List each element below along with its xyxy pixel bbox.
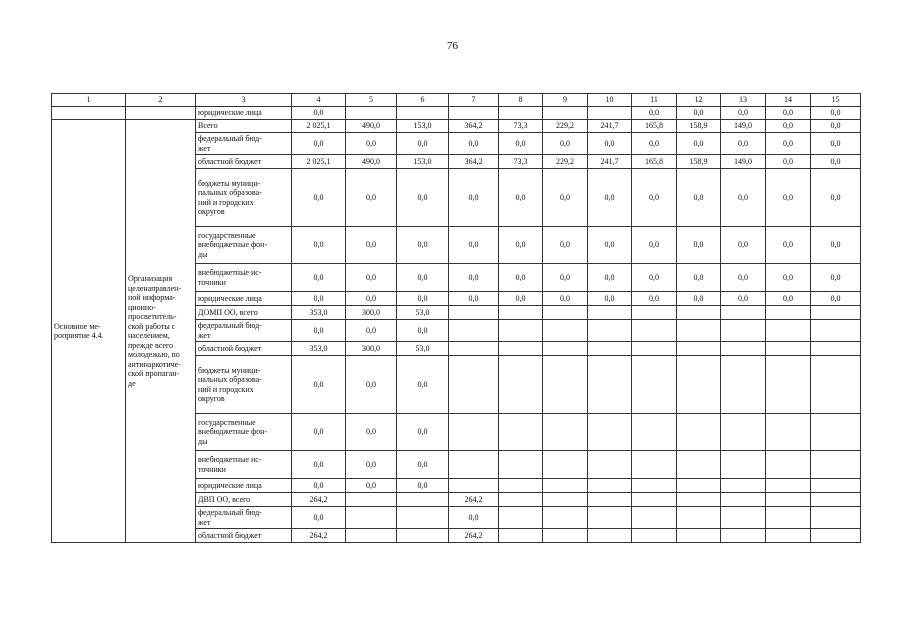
funding-source: федеральный бюд- жет — [196, 320, 292, 342]
column-number: 2 — [126, 94, 196, 107]
value-cell — [811, 479, 861, 493]
value-cell — [811, 306, 861, 320]
value-cell — [721, 493, 766, 507]
value-cell: 0,0 — [292, 356, 346, 414]
value-cell: 229,2 — [543, 155, 588, 169]
value-cell: 53,0 — [397, 306, 449, 320]
value-cell — [499, 320, 543, 342]
measure-description: Организация целенаправлен- ной информа- ционно- просветитель- ской работы с населением, прежде всего молодежью, по антинаркотиче- ской пропаган- де — [126, 120, 196, 543]
funding-source: ДВП ОО, всего — [196, 493, 292, 507]
value-cell: 2 025,1 — [292, 155, 346, 169]
value-cell — [449, 414, 499, 451]
value-cell — [588, 356, 632, 414]
value-cell — [346, 507, 397, 529]
value-cell: 0,0 — [632, 107, 677, 120]
value-cell — [766, 451, 811, 479]
table-row — [52, 107, 861, 120]
value-cell: 0,0 — [811, 264, 861, 292]
value-cell — [721, 451, 766, 479]
value-cell — [632, 451, 677, 479]
column-number: 11 — [632, 94, 677, 107]
value-cell: 53,0 — [397, 342, 449, 356]
value-cell: 300,0 — [346, 306, 397, 320]
column-number: 14 — [766, 94, 811, 107]
value-cell: 364,2 — [449, 120, 499, 133]
funding-source: федеральный бюд- жет — [196, 133, 292, 155]
value-cell: 0,0 — [766, 133, 811, 155]
value-cell — [543, 306, 588, 320]
value-cell — [449, 320, 499, 342]
funding-source: государственные внебюджетные фон- ды — [196, 227, 292, 264]
value-cell — [677, 320, 721, 342]
value-cell: 0,0 — [588, 264, 632, 292]
value-cell: 0,0 — [292, 479, 346, 493]
value-cell: 0,0 — [721, 292, 766, 306]
column-number: 1 — [52, 94, 126, 107]
value-cell — [721, 479, 766, 493]
value-cell — [766, 320, 811, 342]
value-cell — [766, 529, 811, 543]
value-cell: 0,0 — [811, 120, 861, 133]
value-cell: 0,0 — [543, 264, 588, 292]
value-cell: 0,0 — [721, 107, 766, 120]
value-cell — [811, 507, 861, 529]
value-cell: 0,0 — [543, 169, 588, 227]
empty-cell — [126, 107, 196, 120]
value-cell: 0,0 — [677, 169, 721, 227]
value-cell: 241,7 — [588, 120, 632, 133]
value-cell — [632, 306, 677, 320]
empty-cell — [52, 107, 126, 120]
value-cell: 0,0 — [721, 169, 766, 227]
value-cell: 0,0 — [677, 133, 721, 155]
value-cell: 0,0 — [632, 292, 677, 306]
value-cell: 0,0 — [811, 169, 861, 227]
value-cell — [346, 529, 397, 543]
value-cell — [677, 356, 721, 414]
value-cell: 0,0 — [588, 133, 632, 155]
value-cell: 0,0 — [397, 414, 449, 451]
value-cell: 0,0 — [721, 264, 766, 292]
value-cell: 2 025,1 — [292, 120, 346, 133]
value-cell — [543, 451, 588, 479]
value-cell — [811, 414, 861, 451]
value-cell — [449, 479, 499, 493]
value-cell — [766, 507, 811, 529]
value-cell: 0,0 — [588, 292, 632, 306]
value-cell: 264,2 — [292, 529, 346, 543]
value-cell: 0,0 — [543, 227, 588, 264]
value-cell — [397, 507, 449, 529]
value-cell — [811, 451, 861, 479]
column-number: 8 — [499, 94, 543, 107]
value-cell: 353,0 — [292, 342, 346, 356]
value-cell — [543, 342, 588, 356]
value-cell — [588, 479, 632, 493]
value-cell — [449, 306, 499, 320]
value-cell — [677, 479, 721, 493]
value-cell — [449, 451, 499, 479]
value-cell: 0,0 — [346, 414, 397, 451]
value-cell — [543, 320, 588, 342]
value-cell: 0,0 — [543, 292, 588, 306]
value-cell: 149,0 — [721, 120, 766, 133]
value-cell — [588, 493, 632, 507]
value-cell — [449, 356, 499, 414]
value-cell — [677, 306, 721, 320]
value-cell — [543, 493, 588, 507]
value-cell: 0,0 — [811, 227, 861, 264]
value-cell — [721, 320, 766, 342]
value-cell — [632, 414, 677, 451]
value-cell: 0,0 — [766, 227, 811, 264]
value-cell: 0,0 — [346, 356, 397, 414]
value-cell: 0,0 — [397, 451, 449, 479]
value-cell: 0,0 — [449, 133, 499, 155]
value-cell — [811, 529, 861, 543]
value-cell: 0,0 — [499, 227, 543, 264]
value-cell: 0,0 — [632, 133, 677, 155]
value-cell — [588, 306, 632, 320]
funding-source: областной бюджет — [196, 529, 292, 543]
value-cell — [543, 529, 588, 543]
value-cell — [543, 507, 588, 529]
value-cell: 241,7 — [588, 155, 632, 169]
column-number: 10 — [588, 94, 632, 107]
value-cell — [766, 342, 811, 356]
value-cell: 0,0 — [449, 264, 499, 292]
value-cell: 0,0 — [766, 120, 811, 133]
value-cell: 0,0 — [811, 292, 861, 306]
value-cell — [811, 356, 861, 414]
value-cell: 153,0 — [397, 155, 449, 169]
value-cell — [677, 414, 721, 451]
value-cell: 0,0 — [499, 292, 543, 306]
value-cell: 0,0 — [346, 227, 397, 264]
value-cell: 0,0 — [499, 264, 543, 292]
value-cell: 0,0 — [677, 292, 721, 306]
value-cell — [397, 529, 449, 543]
value-cell: 229,2 — [543, 120, 588, 133]
value-cell — [499, 493, 543, 507]
column-number: 6 — [397, 94, 449, 107]
value-cell — [632, 320, 677, 342]
value-cell — [632, 342, 677, 356]
page-number: 76 — [447, 40, 458, 52]
value-cell — [588, 320, 632, 342]
funding-source: областной бюджет — [196, 342, 292, 356]
value-cell — [766, 414, 811, 451]
value-cell — [499, 356, 543, 414]
value-cell — [397, 493, 449, 507]
value-cell: 0,0 — [397, 169, 449, 227]
value-cell — [721, 529, 766, 543]
value-cell — [499, 342, 543, 356]
value-cell — [721, 356, 766, 414]
value-cell: 165,8 — [632, 155, 677, 169]
value-cell: 0,0 — [292, 107, 346, 120]
value-cell — [677, 507, 721, 529]
value-cell: 0,0 — [721, 227, 766, 264]
value-cell — [543, 356, 588, 414]
value-cell: 0,0 — [588, 169, 632, 227]
value-cell: 0,0 — [811, 155, 861, 169]
column-number: 9 — [543, 94, 588, 107]
value-cell — [499, 451, 543, 479]
value-cell: 0,0 — [449, 227, 499, 264]
value-cell: 0,0 — [397, 479, 449, 493]
column-number: 3 — [196, 94, 292, 107]
column-number: 15 — [811, 94, 861, 107]
value-cell — [632, 493, 677, 507]
funding-source: областной бюджет — [196, 155, 292, 169]
value-cell: 0,0 — [292, 320, 346, 342]
value-cell — [632, 356, 677, 414]
funding-source: внебюджетные ис- точники — [196, 264, 292, 292]
value-cell: 0,0 — [449, 169, 499, 227]
value-cell — [766, 493, 811, 507]
value-cell: 0,0 — [292, 451, 346, 479]
table-row — [52, 120, 861, 133]
value-cell: 0,0 — [766, 107, 811, 120]
value-cell: 0,0 — [632, 227, 677, 264]
value-cell — [499, 507, 543, 529]
value-cell — [588, 342, 632, 356]
funding-source: бюджеты муници- пальных образова- ний и городских округов — [196, 169, 292, 227]
value-cell: 0,0 — [811, 133, 861, 155]
funding-source: внебюджетные ис- точники — [196, 451, 292, 479]
value-cell: 0,0 — [543, 133, 588, 155]
value-cell — [588, 414, 632, 451]
column-number: 12 — [677, 94, 721, 107]
value-cell: 0,0 — [721, 133, 766, 155]
value-cell: 0,0 — [632, 264, 677, 292]
value-cell — [499, 414, 543, 451]
value-cell — [499, 306, 543, 320]
funding-source: бюджеты муници- пальных образова- ний и городских округов — [196, 356, 292, 414]
value-cell: 0,0 — [292, 292, 346, 306]
value-cell — [543, 479, 588, 493]
value-cell: 490,0 — [346, 155, 397, 169]
value-cell — [721, 306, 766, 320]
value-cell: 353,0 — [292, 306, 346, 320]
funding-source: юридические лица — [196, 107, 292, 120]
value-cell: 364,2 — [449, 155, 499, 169]
value-cell — [499, 479, 543, 493]
value-cell: 0,0 — [677, 107, 721, 120]
value-cell: 0,0 — [346, 292, 397, 306]
value-cell: 0,0 — [292, 507, 346, 529]
value-cell — [721, 507, 766, 529]
value-cell: 0,0 — [292, 227, 346, 264]
value-cell — [543, 414, 588, 451]
funding-source: федеральный бюд- жет — [196, 507, 292, 529]
value-cell: 0,0 — [499, 133, 543, 155]
value-cell: 73,3 — [499, 155, 543, 169]
value-cell: 0,0 — [292, 133, 346, 155]
value-cell — [811, 320, 861, 342]
column-number: 13 — [721, 94, 766, 107]
funding-source: государственные внебюджетные фон- ды — [196, 414, 292, 451]
value-cell: 490,0 — [346, 120, 397, 133]
value-cell: 0,0 — [449, 507, 499, 529]
value-cell: 0,0 — [588, 227, 632, 264]
value-cell: 0,0 — [499, 169, 543, 227]
value-cell: 0,0 — [811, 107, 861, 120]
value-cell: 149,0 — [721, 155, 766, 169]
value-cell: 0,0 — [346, 479, 397, 493]
value-cell — [588, 451, 632, 479]
value-cell — [588, 507, 632, 529]
value-cell: 300,0 — [346, 342, 397, 356]
value-cell — [499, 107, 543, 120]
value-cell: 264,2 — [449, 493, 499, 507]
value-cell: 0,0 — [292, 169, 346, 227]
budget-table — [51, 93, 861, 543]
value-cell — [632, 479, 677, 493]
column-number: 5 — [346, 94, 397, 107]
value-cell: 0,0 — [677, 264, 721, 292]
value-cell: 0,0 — [397, 133, 449, 155]
value-cell: 165,8 — [632, 120, 677, 133]
value-cell — [721, 414, 766, 451]
value-cell — [811, 493, 861, 507]
value-cell — [632, 529, 677, 543]
value-cell — [766, 356, 811, 414]
funding-source: юридические лица — [196, 292, 292, 306]
value-cell — [811, 342, 861, 356]
value-cell: 0,0 — [346, 264, 397, 292]
value-cell — [397, 107, 449, 120]
value-cell: 0,0 — [346, 320, 397, 342]
value-cell: 0,0 — [397, 356, 449, 414]
value-cell: 0,0 — [397, 264, 449, 292]
value-cell — [499, 529, 543, 543]
column-number-row — [52, 94, 861, 107]
value-cell — [766, 306, 811, 320]
value-cell: 0,0 — [766, 264, 811, 292]
value-cell: 0,0 — [292, 264, 346, 292]
value-cell: 0,0 — [677, 227, 721, 264]
value-cell — [588, 529, 632, 543]
value-cell — [766, 479, 811, 493]
measure-id: Основное ме- роприятие 4.4. — [52, 120, 126, 543]
value-cell: 0,0 — [449, 292, 499, 306]
value-cell — [543, 107, 588, 120]
value-cell: 0,0 — [397, 320, 449, 342]
value-cell: 153,0 — [397, 120, 449, 133]
value-cell: 0,0 — [346, 133, 397, 155]
value-cell: 0,0 — [766, 169, 811, 227]
value-cell — [346, 493, 397, 507]
value-cell: 0,0 — [292, 414, 346, 451]
value-cell — [449, 107, 499, 120]
value-cell: 0,0 — [766, 155, 811, 169]
value-cell: 0,0 — [397, 292, 449, 306]
value-cell — [449, 342, 499, 356]
value-cell: 264,2 — [449, 529, 499, 543]
value-cell: 73,3 — [499, 120, 543, 133]
column-number: 7 — [449, 94, 499, 107]
value-cell: 0,0 — [346, 451, 397, 479]
column-number: 4 — [292, 94, 346, 107]
value-cell: 0,0 — [632, 169, 677, 227]
funding-source: Всего — [196, 120, 292, 133]
value-cell — [677, 342, 721, 356]
value-cell — [588, 107, 632, 120]
value-cell — [677, 493, 721, 507]
funding-source: юридические лица — [196, 479, 292, 493]
value-cell — [721, 342, 766, 356]
value-cell — [677, 529, 721, 543]
value-cell: 264,2 — [292, 493, 346, 507]
value-cell: 0,0 — [346, 169, 397, 227]
value-cell: 158,9 — [677, 120, 721, 133]
value-cell — [632, 507, 677, 529]
value-cell — [677, 451, 721, 479]
value-cell: 0,0 — [766, 292, 811, 306]
value-cell — [346, 107, 397, 120]
value-cell: 0,0 — [397, 227, 449, 264]
funding-source: ДОМП ОО, всего — [196, 306, 292, 320]
value-cell: 158,9 — [677, 155, 721, 169]
